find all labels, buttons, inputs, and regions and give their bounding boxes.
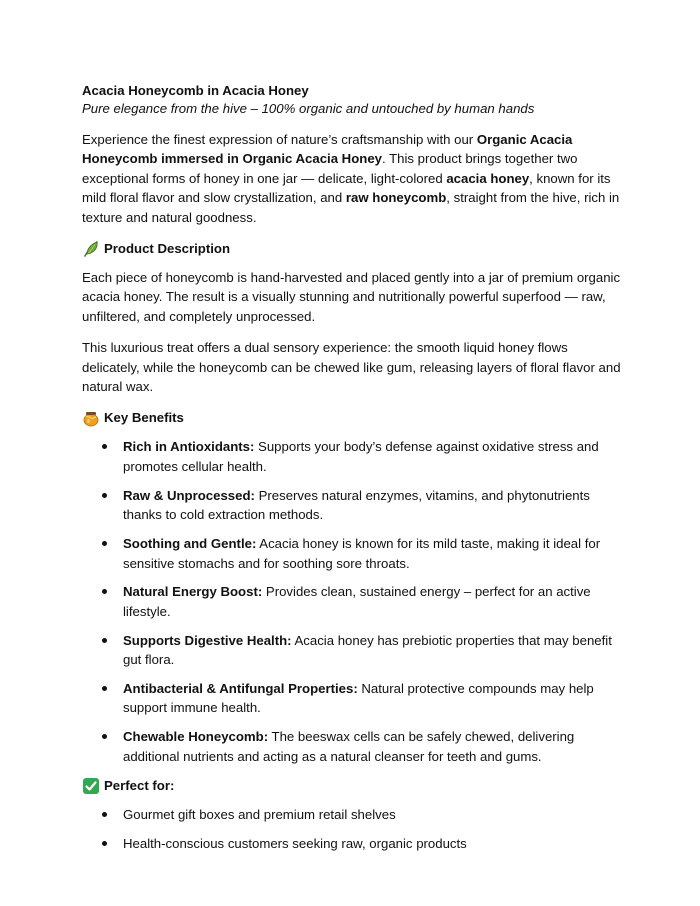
perfect-for-title: Perfect for:: [104, 778, 175, 794]
benefit-label: Soothing and Gentle:: [123, 536, 257, 552]
list-item: [82, 534, 622, 573]
perfect-for-list: [82, 805, 622, 853]
description-paragraph-1: Each piece of honeycomb is hand-harvested and placed gently into a jar of premium organic acacia honey. The result is a visually stunning and nutritionally powerful superfood — raw, unfiltered, and completely unprocessed.: [82, 270, 621, 324]
benefit-text: Preserves natural enzymes, vitamins, and phytonutrients thanks to cold extraction methods.: [123, 487, 590, 523]
bullet-icon: [102, 686, 107, 691]
key-benefits-heading: [82, 408, 622, 428]
benefit-label: Raw & Unprocessed:: [123, 487, 255, 503]
benefit-label: Rich in Antioxidants:: [123, 439, 255, 455]
benefit-text: Natural protective compounds may help support immune health.: [123, 681, 594, 716]
key-benefits-title: Key Benefits: [104, 410, 184, 426]
product-description-heading: [82, 239, 622, 259]
bullet-icon: [102, 444, 107, 449]
bullet-icon: [102, 638, 107, 643]
perfect-for-text: Gourmet gift boxes and premium retail shelves: [123, 807, 396, 823]
document-page: [82, 82, 622, 863]
description-paragraph-2: This luxurious treat offers a dual sensory experience: the smooth liquid honey flows delicately, while the honeycomb can be chewed like gum, releasing layers of floral flavor and natural wax.: [82, 340, 621, 395]
benefit-text: Acacia honey has prebiotic properties that may benefit gut flora.: [123, 632, 612, 668]
list-item: [82, 834, 622, 853]
document-subtitle: Pure elegance from the hive – 100% organic and untouched by human hands: [82, 101, 535, 116]
intro-bold-2: acacia honey: [446, 170, 530, 186]
benefit-label: Chewable Honeycomb:: [123, 729, 269, 745]
intro-text-4: , straight from the hive, rich in texture and natural goodness.: [82, 190, 620, 225]
benefit-text: Supports your body’s defense against oxidative stress and promotes cellular health.: [123, 439, 599, 474]
bullet-icon: [102, 541, 107, 546]
intro-bold-3: raw honeycomb: [345, 190, 447, 206]
intro-text-2: . This product brings together two exceptional forms of honey in one jar — delicate, light-colored: [82, 151, 578, 186]
list-item: [82, 631, 622, 670]
benefit-label: Supports Digestive Health:: [123, 632, 292, 648]
perfect-for-text: Health-conscious customers seeking raw, organic products: [123, 836, 467, 852]
list-item: [82, 727, 622, 766]
benefit-text: Provides clean, sustained energy – perfect for an active lifestyle.: [123, 584, 591, 619]
list-item: [82, 582, 622, 621]
product-description-title: Product Description: [104, 241, 231, 257]
intro-text-1: Experience the finest expression of nature’s craftsmanship with our: [82, 132, 477, 147]
leaf-icon: [82, 240, 100, 258]
benefit-text: The beeswax cells can be safely chewed, delivering additional nutrients and acting as a natural cleanser for teeth and gums.: [123, 729, 575, 764]
list-item: [82, 437, 622, 476]
document-title: Acacia Honeycomb in Acacia Honey: [82, 83, 309, 98]
bullet-icon: [102, 589, 107, 594]
bullet-icon: [102, 812, 107, 817]
benefit-text: Acacia honey is known for its mild taste, making it ideal for sensitive stomachs and for soothing sore throats.: [123, 536, 601, 571]
key-benefits-list: [82, 437, 622, 766]
intro-text-3: , known for its mild floral flavor and slow crystallization, and: [82, 170, 611, 206]
bullet-icon: [102, 493, 107, 498]
benefit-label: Antibacterial & Antifungal Properties:: [123, 681, 358, 697]
check-mark-icon: [82, 777, 100, 795]
honey-pot-icon: [82, 409, 100, 427]
perfect-for-heading: [82, 776, 622, 796]
benefit-label: Natural Energy Boost:: [123, 584, 263, 600]
bullet-icon: [102, 734, 107, 739]
intro-paragraph: [82, 130, 622, 227]
intro-bold-1: Organic Acacia Honeycomb immersed in Organic Acacia Honey: [82, 132, 573, 167]
bullet-icon: [102, 841, 107, 846]
list-item: [82, 805, 622, 824]
list-item: [82, 486, 622, 525]
list-item: [82, 679, 622, 718]
